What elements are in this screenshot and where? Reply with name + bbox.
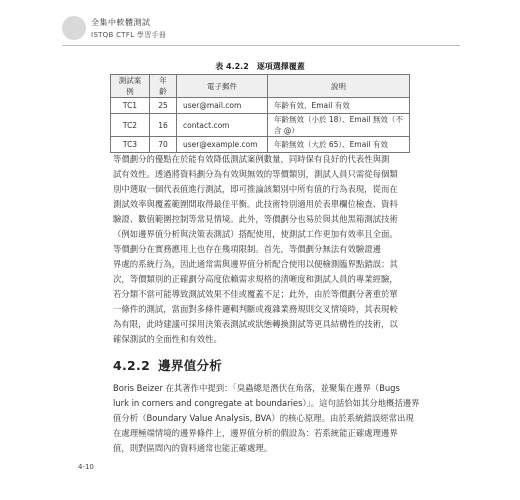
table-cell-age: 16: [150, 114, 177, 137]
paragraph-equivalence-advantages: [113, 152, 411, 242]
section-heading: [113, 356, 222, 374]
paragraph-line: 值分析（Boundary Value Analysis, BVA）的核心原理。由於系統錯誤經常出現: [113, 413, 414, 423]
table-cell-email: user@mail.com: [177, 98, 268, 114]
paragraph-line: 別中選取一個代表值進行測試，即可推論該類別中所有值的行為表現，從而在: [113, 184, 398, 194]
table-cell-email: user@example.com: [177, 137, 268, 153]
paragraph-line: 測試效率與覆蓋範圍間取得最佳平衡。此技術特別適用於表單欄位檢查、資料: [113, 199, 398, 209]
paragraph-line: Boris Beizer 在其著作中提到：「臭蟲總是潛伏在角落，並聚集在邊界（Bugs: [113, 383, 400, 393]
table-header-description: 說明: [268, 75, 410, 98]
table-caption: 表 4.2.2 逐項選擇覆蓋: [215, 62, 305, 71]
running-header: [0, 0, 520, 48]
table-header-row: [111, 75, 410, 98]
paragraph-line: 值，則對區間內的資料通常也能正確處理。: [113, 443, 273, 453]
table-cell-age: 25: [150, 98, 177, 114]
table-cell-description: 年齡無效（大於 65）、Email 有效: [268, 137, 410, 153]
paragraph-line: 確保測試的全面性和有效性。: [113, 334, 222, 344]
paragraph-line: 驗證、數值範圍控制等常見情境。此外，等價劃分也易於與其他黑箱測試技術: [113, 214, 398, 224]
paragraph-boundary-value-intro: [113, 381, 420, 456]
table-row: [111, 98, 410, 114]
table-cell-case: TC1: [111, 98, 150, 114]
table-cell-description: 年齡無效（小於 18）、Email 無效（不含 @）: [268, 114, 410, 137]
section-number: 4.2.2: [113, 358, 151, 373]
paragraph-line: 等價劃分的優點在於能有效降低測試案例數量，同時保有良好的代表性與測: [113, 154, 390, 164]
table-cell-description: 年齡有效、Email 有效: [268, 98, 410, 114]
header-circle-decoration: [62, 16, 86, 40]
table-row: [111, 114, 410, 137]
table-cell-case: TC3: [111, 137, 150, 153]
table-cell-email: contact.com: [177, 114, 268, 137]
table-header-age: 年齡: [150, 75, 177, 98]
table-header-case: 測試案例: [111, 75, 150, 98]
book-title: 全集中軟體測試: [91, 18, 151, 27]
paragraph-line: 次，等價類別的正確劃分高度依賴需求規格的清晰度和測試人員的專業經驗，: [113, 274, 398, 284]
table-header-email: 電子郵件: [177, 75, 268, 98]
paragraph-line: 為有限，此時建議可採用決策表測試或狀態轉換測試等更具結構性的技術，以: [113, 319, 398, 329]
table-cell-case: TC2: [111, 114, 150, 137]
paragraph-line: 一條件的測試，當面對多條件邏輯判斷或複雜業務規則交叉情境時，其表現較: [113, 304, 398, 314]
page-number: 4-10: [78, 463, 94, 471]
paragraph-line: 界處的系統行為，因此通常需與邊界值分析配合使用以便檢測臨界點錯誤；其: [113, 259, 398, 269]
paragraph-line: lurk in corners and congregate at boundaries）」。這句話恰如其分地概括邊界: [113, 398, 420, 408]
section-title: 邊界值分析: [158, 358, 223, 373]
header-rule: [62, 45, 460, 46]
book-subtitle: ISTQB CTFL 學習手冊: [91, 31, 167, 39]
paragraph-line: 等價劃分在實務應用上也存在幾項限制。首先，等價劃分無法有效驗證邊: [113, 244, 381, 254]
table-row: [111, 137, 410, 153]
paragraph-equivalence-limitations: [113, 242, 411, 347]
paragraph-line: 若分類不當可能導致測試效果不佳或覆蓋不足；此外，由於等價劃分著重於單: [113, 289, 398, 299]
paragraph-line: （例如邊界值分析與決策表測試）搭配使用，使測試工作更加有效率且全面。: [113, 229, 398, 239]
paragraph-line: 在處理極端情境的邊界條件上，邊界值分析的假設為：若系統能正確處理邊界: [113, 428, 398, 438]
coverage-table: [110, 74, 410, 153]
table-cell-age: 70: [150, 137, 177, 153]
paragraph-line: 試有效性。透過將資料劃分為有效與無效的等價類別，測試人員只需從每個類: [113, 169, 398, 179]
